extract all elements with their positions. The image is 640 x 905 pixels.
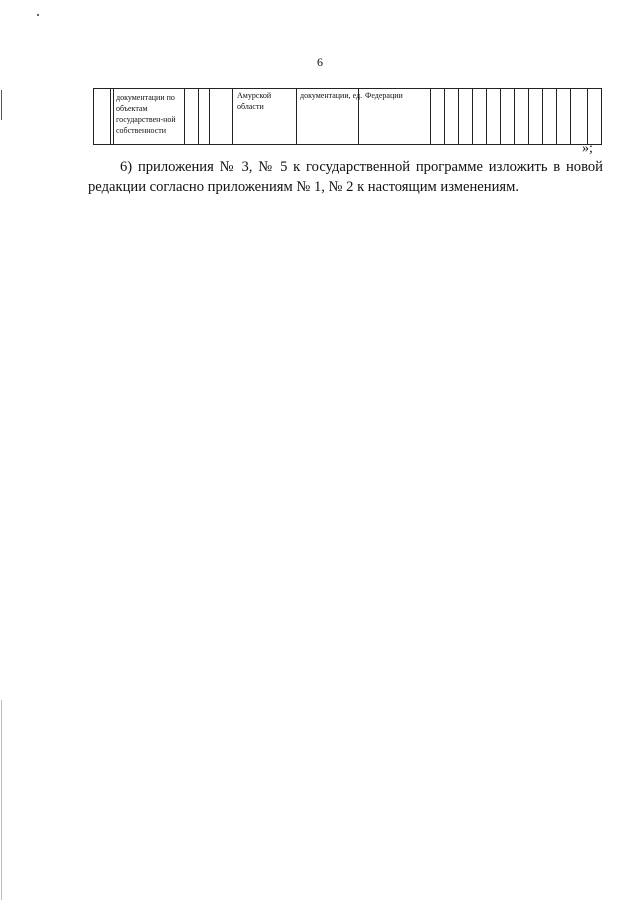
table-column-border [184,89,185,144]
table-cell-federation: Федерации [365,91,403,100]
table-column-border [587,89,588,144]
page-number: 6 [317,55,323,69]
closing-quote: »; [582,141,593,156]
table-cell-amur-region: Амурской области [237,91,272,111]
scan-artifact-dot [37,14,39,16]
table-column-border [232,89,233,144]
table-column-border [296,89,297,144]
table-column-border [430,89,431,144]
table-column-border [110,89,114,144]
table-fragment [93,88,602,145]
table-column-border [556,89,557,144]
table-cell-documentation-units: документации, ед. [300,91,363,100]
scan-artifact-margin-bottom [1,700,2,900]
table-column-border [458,89,459,144]
table-column-border [542,89,543,144]
table-column-border [198,89,199,144]
scan-artifact-margin-top [1,90,2,120]
table-column-border [601,89,602,144]
table-column-border [528,89,529,144]
table-column-border [209,89,210,144]
table-column-border [500,89,501,144]
amendment-paragraph: 6) приложения № 3, № 5 к государственной программе изложить в новой редакции согласно приложениям № 1, № 2 к настоящим изменениям. [88,159,603,195]
table-column-border [514,89,515,144]
table-column-border [486,89,487,144]
table-column-border [444,89,445,144]
table-column-border [570,89,571,144]
table-cell-documentation-objects: документации по объектам государствен-ной собственности [116,93,176,135]
table-column-border [472,89,473,144]
